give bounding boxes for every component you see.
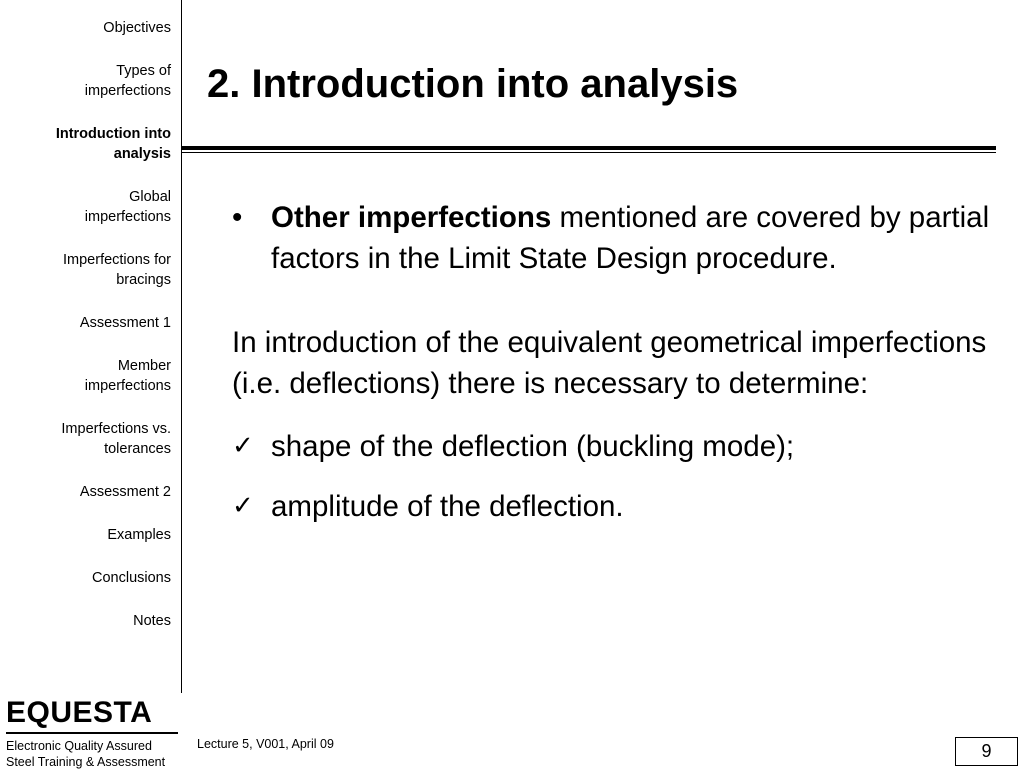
footer-lecture-info: Lecture 5, V001, April 09 — [197, 737, 334, 751]
sidebar — [0, 0, 182, 693]
slide-title: 2. Introduction into analysis — [207, 62, 739, 106]
equesta-logo — [6, 697, 178, 770]
nav-item-imperfections-vs-tolerances[interactable]: Imperfections vs. tolerances — [61, 421, 171, 457]
bullet-text: mentioned are covered by partial factors in the Limit State Design procedure. — [271, 201, 990, 275]
logo-divider — [6, 732, 178, 734]
checkmark-icon: ✓ — [232, 491, 254, 521]
logo-tagline-2: Steel Training & Assessment — [6, 755, 166, 769]
checkmark-icon: ✓ — [232, 431, 254, 461]
title-rule-thick — [181, 146, 996, 150]
nav-item-introduction-into-analysis[interactable]: Introduction into analysis — [55, 126, 171, 162]
nav-item-global-imperfections[interactable]: Global imperfections — [84, 189, 171, 225]
nav-item-objectives[interactable]: Objectives — [103, 20, 171, 36]
bullet-item — [232, 197, 992, 279]
logo-wordmark: EQUESTA — [6, 696, 153, 729]
sidebar-nav — [6, 18, 171, 654]
check-item-text: shape of the deflection (buckling mode); — [271, 430, 795, 463]
nav-item-examples[interactable]: Examples — [107, 527, 171, 543]
title-rule-thin — [181, 152, 996, 153]
check-item-shape — [232, 426, 992, 467]
nav-item-conclusions[interactable]: Conclusions — [92, 570, 171, 586]
check-item-amplitude — [232, 486, 992, 527]
check-item-text: amplitude of the deflection. — [271, 490, 624, 523]
nav-item-imperfections-for-bracings[interactable]: Imperfections for bracings — [63, 252, 171, 288]
logo-tagline-1: Electronic Quality Assured — [6, 739, 152, 753]
intro-paragraph: In introduction of the equivalent geometrical imperfections (i.e. deflections) there is necessary to determine: — [232, 326, 987, 400]
nav-item-assessment-2[interactable]: Assessment 2 — [79, 484, 171, 500]
nav-item-member-imperfections[interactable]: Member imperfections — [84, 358, 171, 394]
nav-item-types-of-imperfections[interactable]: Types of imperfections — [84, 63, 171, 99]
nav-item-notes[interactable]: Notes — [133, 613, 171, 629]
page-number: 9 — [955, 737, 1018, 766]
bullet-icon: • — [232, 201, 243, 234]
nav-item-assessment-1[interactable]: Assessment 1 — [79, 315, 171, 331]
slide-content — [232, 197, 992, 527]
bullet-bold-text: Other imperfections — [271, 201, 552, 234]
